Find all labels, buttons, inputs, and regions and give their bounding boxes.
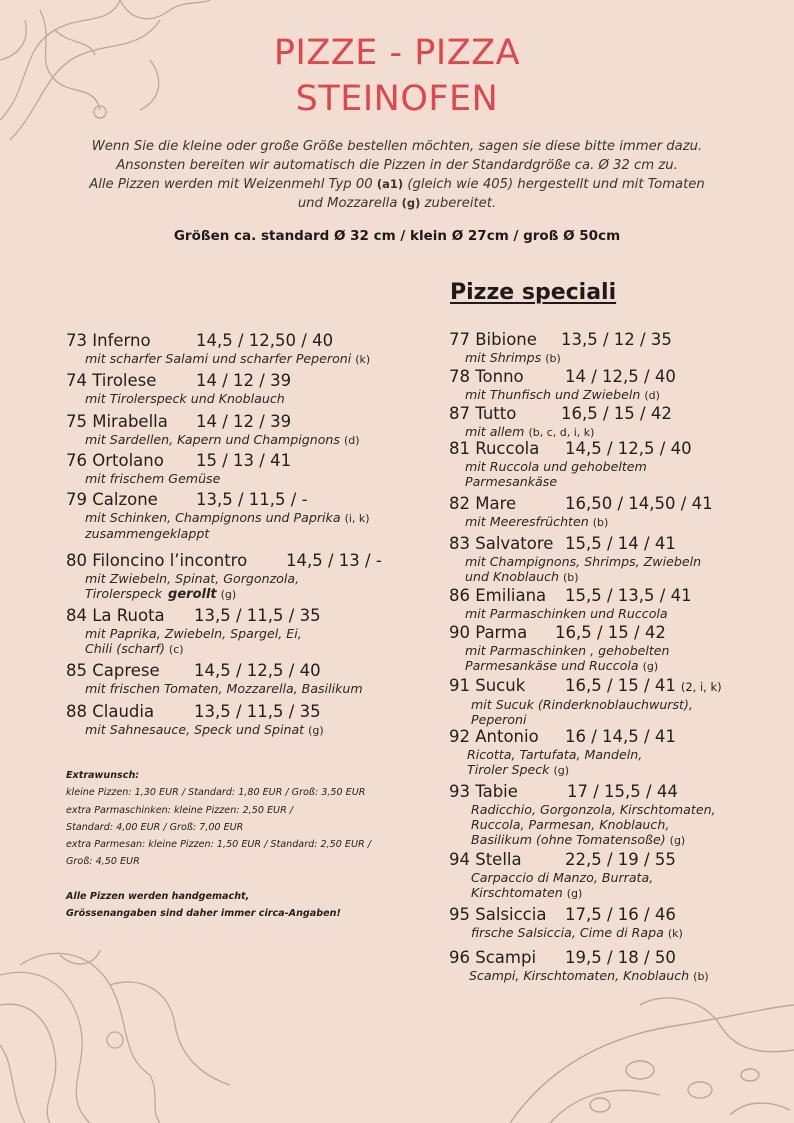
menu-item-header — [449, 330, 672, 350]
ornament-bottom-left — [0, 945, 230, 1123]
menu-item-description — [449, 870, 676, 885]
menu-item-description-text: Peperoni — [471, 712, 527, 727]
menu-item-name: 96 Scampi — [449, 948, 537, 967]
menu-item-header — [449, 948, 709, 968]
menu-item-name: 88 Claudia — [66, 702, 155, 721]
menu-item-description — [449, 554, 701, 569]
menu-item-price: 15 / 13 / 41 — [196, 451, 292, 470]
menu-item-price: 16,50 / 14,50 / 41 — [565, 494, 713, 513]
menu-item-description — [449, 817, 716, 832]
intro-line: Alle Pizzen werden mit Weizenmehl Typ 00 (a1) (gleich wie 405) hergestellt und mit Tomaten — [89, 177, 705, 192]
menu-item — [66, 331, 370, 367]
menu-item-name: 74 Tirolese — [66, 371, 157, 390]
menu-item-price: 14 / 12 / 39 — [196, 412, 292, 431]
menu-item-description-text: mit frischem Gemüse — [85, 471, 221, 486]
menu-item-header — [66, 490, 370, 510]
menu-item-price: 14,5 / 12,50 / 40 — [196, 331, 334, 350]
intro-line: Ansonsten bereiten wir automatisch die Pizzen in der Standardgröße ca. Ø 32 cm zu. — [116, 158, 678, 173]
menu-item-header — [66, 331, 370, 351]
menu-item-description-text: mit frischen Tomaten, Mozzarella, Basilikum — [85, 681, 363, 696]
menu-item-name: 93 Tabie — [449, 782, 518, 801]
menu-item-description-text: Ruccola, Parmesan, Knoblauch, — [471, 817, 670, 832]
menu-item-header — [449, 494, 713, 514]
menu-item-price: 16 / 14,5 / 41 — [565, 727, 676, 746]
menu-item-header — [449, 727, 676, 747]
menu-item-header — [449, 782, 716, 802]
menu-item-description-text: mit Tirolerspeck und Knoblauch — [85, 391, 285, 406]
menu-item-price: 14,5 / 12,5 / 40 — [565, 439, 692, 458]
extras-block — [66, 767, 426, 922]
menu-item-name: 82 Mare — [449, 494, 517, 513]
menu-item-description-text: Tiroler Speck — [467, 762, 550, 777]
menu-item-description-text: mit Sucuk (Rinderknoblauchwurst), — [471, 697, 693, 712]
menu-item — [449, 623, 670, 674]
menu-item — [66, 606, 321, 657]
menu-item — [449, 494, 713, 530]
menu-item-allergens: (d) — [644, 389, 660, 402]
menu-item-description-text: Kirschtomaten — [471, 885, 563, 900]
menu-item-name: 92 Antonio — [449, 727, 539, 746]
menu-item — [449, 905, 683, 941]
menu-item-allergens: (g) — [308, 724, 324, 737]
menu-item-description — [66, 351, 370, 367]
menu-item-price: 15,5 / 14 / 41 — [565, 534, 676, 553]
menu-item-description — [66, 571, 382, 586]
menu-item-price: 17,5 / 16 / 46 — [565, 905, 676, 924]
pizza-sketch-bottom-right — [490, 995, 794, 1123]
ornament-top-left — [0, 0, 210, 150]
extras-line: Standard: 4,00 EUR / Groß: 7,00 EUR — [66, 821, 244, 833]
menu-item — [66, 661, 363, 696]
menu-item — [66, 371, 291, 406]
menu-item-allergens: (g) — [642, 660, 659, 673]
menu-item-description — [449, 925, 683, 941]
menu-item-description-text: Carpaccio di Manzo, Burrata, — [471, 870, 654, 885]
menu-item-description — [449, 832, 716, 848]
menu-item-price: 17 / 15,5 / 44 — [567, 782, 678, 801]
menu-item-description — [449, 747, 676, 762]
menu-item-description-text: Tirolerspeck — [85, 586, 163, 601]
menu-item-description — [449, 569, 701, 585]
menu-item-allergens: (b, c, d, i, k) — [528, 426, 595, 439]
menu-item-description — [66, 432, 360, 448]
menu-item — [449, 367, 676, 403]
menu-item-note: gerollt — [168, 587, 217, 602]
menu-item-name: 78 Tonno — [449, 367, 524, 386]
menu-item-description — [66, 641, 321, 657]
menu-item-description-text: mit Parmaschinken , gehobelten — [465, 643, 670, 658]
size-info: Größen ca. standard Ø 32 cm / klein Ø 27cm / groß Ø 50cm — [173, 228, 621, 244]
page-title-line1: PIZZE - PIZZA — [273, 33, 521, 73]
intro-text — [40, 137, 754, 213]
menu-item-header — [449, 534, 701, 554]
menu-item-description — [66, 471, 291, 486]
menu-item-description — [449, 762, 676, 778]
menu-item-name: 83 Salvatore — [449, 534, 554, 553]
menu-item-description — [66, 722, 324, 738]
menu-item-description-text: und Knoblauch — [465, 569, 560, 584]
menu-item-description — [449, 387, 676, 403]
menu-item — [449, 676, 722, 727]
menu-item-name: 90 Parma — [449, 623, 528, 642]
menu-item-price: 13,5 / 11,5 / 35 — [194, 702, 321, 721]
section-title: Pizze speciali — [450, 280, 617, 305]
menu-item-name: 86 Emiliana — [449, 586, 547, 605]
menu-item-description — [449, 474, 692, 489]
menu-item-price: 19,5 / 18 / 50 — [565, 948, 676, 967]
menu-item-description-text: Ricotta, Tartufata, Mandeln, — [467, 747, 643, 762]
menu-item-price: 13,5 / 11,5 / 35 — [194, 606, 321, 625]
menu-item — [66, 412, 360, 448]
menu-item-header — [449, 586, 692, 606]
menu-item — [449, 439, 692, 489]
menu-item — [449, 782, 716, 848]
menu-item-allergens: (g) — [553, 764, 570, 777]
menu-item-description-text: mit Zwiebeln, Spinat, Gorgonzola, — [85, 571, 300, 586]
extras-heading: Extrawunsch: — [66, 770, 140, 781]
menu-item-price: 16,5 / 15 / 41 — [565, 676, 676, 695]
menu-item-description — [449, 606, 692, 621]
menu-item-name: 76 Ortolano — [66, 451, 164, 470]
menu-item-name: 75 Mirabella — [66, 412, 168, 431]
menu-item — [449, 727, 676, 778]
menu-item-price: 16,5 / 15 / 42 — [561, 404, 672, 423]
menu-item-header — [66, 606, 321, 626]
menu-item-description — [66, 681, 363, 696]
menu-item-header — [66, 412, 360, 432]
menu-item-header — [66, 661, 363, 681]
menu-item-price: 14,5 / 12,5 / 40 — [194, 661, 321, 680]
menu-item-header — [449, 404, 672, 424]
menu-item-header — [449, 850, 676, 870]
menu-item-description — [449, 968, 709, 984]
intro-line: und Mozzarella (g) zubereitet. — [297, 196, 497, 211]
menu-item-description-text: Basilikum (ohne Tomatensoße) — [471, 832, 666, 847]
menu-item-name: 81 Ruccola — [449, 439, 540, 458]
menu-item-header — [449, 905, 683, 925]
menu-item-description-text: Scampi, Kirschtomaten, Knoblauch — [469, 968, 690, 983]
menu-item-header — [449, 623, 670, 643]
menu-item-name: 85 Caprese — [66, 661, 160, 680]
menu-item-description-text: mit Ruccola und gehobeltem — [465, 459, 647, 474]
menu-item-allergens: (b) — [545, 352, 561, 365]
menu-item-price-allergens: (2, i, k) — [680, 680, 722, 694]
menu-item — [66, 702, 324, 738]
menu-item-name: 84 La Ruota — [66, 606, 165, 625]
menu-item-name: 77 Bibione — [449, 330, 537, 349]
menu-item-description — [449, 658, 670, 674]
menu-item-description — [449, 712, 722, 727]
menu-item — [449, 330, 672, 366]
menu-item-note: zusammengeklappt — [85, 526, 210, 541]
menu-item-name: 94 Stella — [449, 850, 522, 869]
menu-item-description — [449, 643, 670, 658]
menu-item-price: 14,5 / 13 / - — [286, 551, 382, 570]
menu-item — [66, 490, 370, 541]
menu-item-description-text: mit allem — [465, 424, 525, 439]
menu-item-price: 14 / 12,5 / 40 — [565, 367, 676, 386]
handmade-note: Grössenangaben sind daher immer circa-Angaben! — [66, 908, 341, 920]
menu-item-description-text: Chili (scharf) — [85, 641, 165, 656]
menu-item-allergens: (b) — [693, 970, 709, 983]
extras-line: kleine Pizzen: 1,30 EUR / Standard: 1,80 EUR / Groß: 3,50 EUR — [66, 787, 366, 799]
menu-item-allergens: (k) — [355, 353, 371, 366]
menu-item-description — [449, 350, 672, 366]
menu-item-description-text: mit scharfer Salami und scharfer Peperoni — [85, 351, 352, 366]
menu-item-description-text: mit Thunfisch und Zwiebeln — [465, 387, 641, 402]
menu-item-description-text: firsche Salsiccia, Cime di Rapa — [471, 925, 664, 940]
menu-item-allergens: (b) — [592, 516, 609, 529]
menu-item-allergens: (g) — [566, 887, 583, 900]
extras-line: extra Parmaschinken: kleine Pizzen: 2,50 EUR / — [66, 804, 294, 816]
menu-item-description-text: mit Sahnesauce, Speck und Spinat — [85, 722, 305, 737]
menu-item-allergens: (b) — [563, 571, 579, 584]
menu-item-description-text: mit Shrimps — [465, 350, 542, 365]
menu-item — [449, 534, 701, 585]
menu-item-price: 13,5 / 12 / 35 — [561, 330, 672, 349]
menu-item-description — [449, 885, 676, 901]
menu-item-description-text: mit Meeresfrüchten — [465, 514, 589, 529]
menu-item-description — [66, 586, 382, 602]
menu-item-price: 15,5 / 13,5 / 41 — [565, 586, 692, 605]
menu-item-allergens: (k) — [667, 927, 683, 940]
menu-item-description — [449, 514, 713, 530]
menu-item-description-text: mit Champignons, Shrimps, Zwiebeln — [465, 554, 702, 569]
menu-item-description — [66, 510, 370, 526]
menu-item — [66, 451, 291, 486]
menu-item-name: 87 Tutto — [449, 404, 517, 423]
menu-item-allergens: (c) — [168, 643, 184, 656]
menu-item-header — [66, 551, 382, 571]
menu-item-description — [66, 626, 321, 641]
menu-item-allergens: (i, k) — [344, 512, 370, 525]
menu-item-allergens: (g) — [669, 834, 686, 847]
menu-item-header — [449, 439, 692, 459]
menu-item-price: 22,5 / 19 / 55 — [565, 850, 676, 869]
menu-item-name: 73 Inferno — [66, 331, 151, 350]
menu-item-header — [449, 676, 722, 697]
menu-item-price: 14 / 12 / 39 — [196, 371, 292, 390]
menu-item-header — [66, 451, 291, 471]
extras-line: Groß: 4,50 EUR — [66, 856, 140, 868]
intro-line: Wenn Sie die kleine oder große Größe bestellen möchten, sagen sie diese bitte immer dazu. — [91, 139, 703, 154]
menu-item-description — [449, 802, 716, 817]
menu-item-description — [449, 459, 692, 474]
menu-item-description-text: mit Sardellen, Kapern und Champignons — [85, 432, 340, 447]
menu-item — [449, 586, 692, 621]
menu-item-description-text: Parmesankäse — [465, 474, 558, 489]
menu-item-header — [449, 367, 676, 387]
menu-item-allergens: (d) — [343, 434, 360, 447]
menu-item-price: 13,5 / 11,5 / - — [196, 490, 308, 509]
menu-item-header — [66, 371, 291, 391]
menu-item-description — [449, 424, 672, 440]
menu-item-name: 79 Calzone — [66, 490, 158, 509]
menu-item-description — [449, 697, 722, 712]
menu-item-name: 95 Salsiccia — [449, 905, 547, 924]
menu-item-description-text: mit Parmaschinken und Ruccola — [465, 606, 668, 621]
menu-item-allergens: (g) — [220, 588, 237, 601]
menu-item-header — [66, 702, 324, 722]
menu-item-name: 91 Sucuk — [449, 676, 526, 695]
menu-item-description-text: mit Paprika, Zwiebeln, Spargel, Ei, — [85, 626, 302, 641]
menu-item — [66, 551, 382, 602]
menu-item-description-text: mit Schinken, Champignons und Paprika — [85, 510, 341, 525]
menu-item-description-text: Radicchio, Gorgonzola, Kirschtomaten, — [471, 802, 716, 817]
menu-item — [449, 404, 672, 440]
page-title-line2: STEINOFEN — [295, 79, 499, 119]
extras-line: extra Parmesan: kleine Pizzen: 1,50 EUR / Standard: 2,50 EUR / — [66, 839, 371, 851]
menu-item — [449, 850, 676, 901]
menu-item-price: 16,5 / 15 / 42 — [555, 623, 666, 642]
handmade-note: Alle Pizzen werden handgemacht, — [66, 890, 250, 902]
menu-item-name: 80 Filoncino l’incontro — [66, 551, 248, 570]
menu-item-description — [66, 391, 291, 406]
menu-item-description-text: Parmesankäse und Ruccola — [465, 658, 639, 673]
menu-item — [449, 948, 709, 984]
